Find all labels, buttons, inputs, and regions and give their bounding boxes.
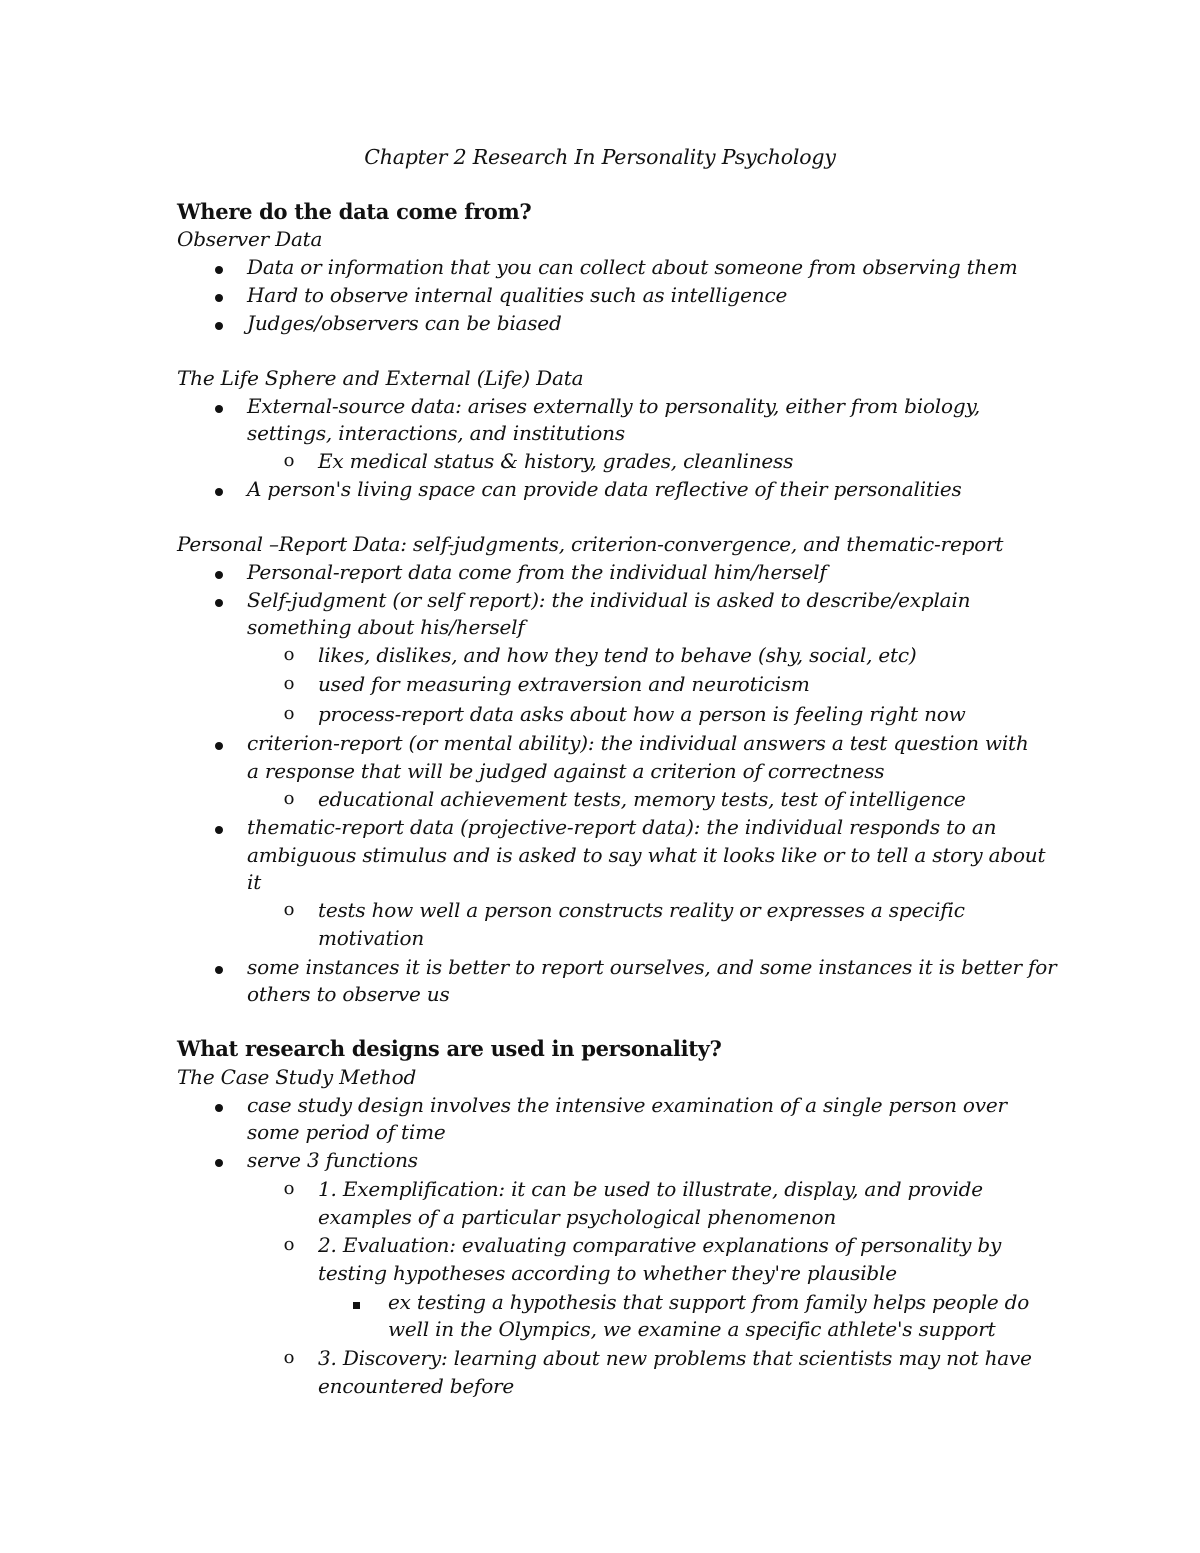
- sub-bullet-icon: o: [283, 1347, 295, 1368]
- list-item-continuation: others to observe us: [247, 982, 450, 1006]
- list-item: External-source data: arises externally to personality, either from biology,: [247, 394, 981, 418]
- bullet-icon: [209, 392, 229, 420]
- list-item: Personal-report data come from the individual him/herself: [247, 560, 827, 584]
- list-item: A person's living space can provide data reflective of their personalities: [247, 477, 962, 501]
- list-item: some instances it is better to report ourselves, and some instances it is better for: [247, 955, 1057, 979]
- sub-bullet-icon: o: [283, 673, 295, 694]
- sub-list-item-continuation: testing hypotheses according to whether they're plausible: [318, 1261, 897, 1285]
- list-item: criterion-report (or mental ability): the individual answers a test question with: [247, 731, 1029, 755]
- list-item: Self-judgment (or self report): the individual is asked to describe/explain: [247, 588, 971, 612]
- sub-list-item: Ex medical status & history, grades, cleanliness: [318, 449, 794, 473]
- sub-bullet-icon: o: [283, 450, 295, 471]
- sub-bullet-icon: o: [283, 644, 295, 665]
- sub-list-item: process-report data asks about how a person is feeling right now: [318, 702, 966, 726]
- list-item: thematic-report data (projective-report data): the individual responds to an: [247, 815, 997, 839]
- sub-bullet-icon: o: [283, 1234, 295, 1255]
- list-item: serve 3 functions: [247, 1148, 418, 1172]
- bullet-icon: [209, 281, 229, 309]
- sub-list-item-continuation: encountered before: [318, 1374, 515, 1398]
- sub-list-item: 2. Evaluation: evaluating comparative explanations of personality by: [318, 1233, 1002, 1257]
- bullet-icon: [209, 475, 229, 503]
- list-item-continuation: something about his/herself: [247, 615, 525, 639]
- sub-bullet-icon: o: [283, 788, 295, 809]
- section-heading-research-designs: What research designs are used in personality?: [177, 1036, 722, 1061]
- sub-sub-list-item: ex testing a hypothesis that support from family helps people do: [388, 1290, 1030, 1314]
- list-item-continuation: a response that will be judged against a criterion of correctness: [247, 759, 885, 783]
- sub-sub-list-item-continuation: well in the Olympics, we examine a specific athlete's support: [388, 1317, 996, 1341]
- bullet-icon: [209, 309, 229, 337]
- sub-list-item-continuation: motivation: [318, 926, 425, 950]
- list-item: Data or information that you can collect about someone from observing them: [247, 255, 1018, 279]
- sub-list-item: 3. Discovery: learning about new problems that scientists may not have: [318, 1346, 1032, 1370]
- sub-bullet-icon: o: [283, 703, 295, 724]
- list-item: Judges/observers can be biased: [247, 311, 562, 335]
- sub-list-item: tests how well a person constructs reality or expresses a specific: [318, 898, 965, 922]
- section-heading-data-sources: Where do the data come from?: [177, 199, 532, 224]
- subheading-case-study: The Case Study Method: [177, 1065, 417, 1089]
- bullet-icon: [209, 953, 229, 981]
- sub-list-item: educational achievement tests, memory tests, test of intelligence: [318, 787, 966, 811]
- list-item: case study design involves the intensive examination of a single person over: [247, 1093, 1007, 1117]
- sub-bullet-icon: o: [283, 1178, 295, 1199]
- sub-list-item: 1. Exemplification: it can be used to illustrate, display, and provide: [318, 1177, 983, 1201]
- sub-bullet-icon: o: [283, 899, 295, 920]
- square-bullet-icon: [346, 1288, 366, 1316]
- list-item: Hard to observe internal qualities such as intelligence: [247, 283, 788, 307]
- list-item-continuation: ambiguous stimulus and is asked to say what it looks like or to tell a story about: [247, 843, 1046, 867]
- subheading-observer-data: Observer Data: [177, 227, 323, 251]
- bullet-icon: [209, 253, 229, 281]
- list-item-continuation: some period of time: [247, 1120, 446, 1144]
- sub-list-item-continuation: examples of a particular psychological phenomenon: [318, 1205, 837, 1229]
- subheading-personal-report: Personal –Report Data: self-judgments, criterion-convergence, and thematic-report: [177, 532, 1004, 556]
- sub-list-item: used for measuring extraversion and neuroticism: [318, 672, 810, 696]
- bullet-icon: [209, 558, 229, 586]
- list-item-continuation: settings, interactions, and institutions: [247, 421, 625, 445]
- list-item-continuation: it: [247, 870, 262, 894]
- bullet-icon: [209, 1091, 229, 1119]
- bullet-icon: [209, 813, 229, 841]
- bullet-icon: [209, 1146, 229, 1174]
- subheading-life-data: The Life Sphere and External (Life) Data: [177, 366, 584, 390]
- bullet-icon: [209, 586, 229, 614]
- bullet-icon: [209, 729, 229, 757]
- sub-list-item: likes, dislikes, and how they tend to behave (shy, social, etc): [318, 643, 917, 667]
- page-title: Chapter 2 Research In Personality Psychology: [364, 145, 836, 169]
